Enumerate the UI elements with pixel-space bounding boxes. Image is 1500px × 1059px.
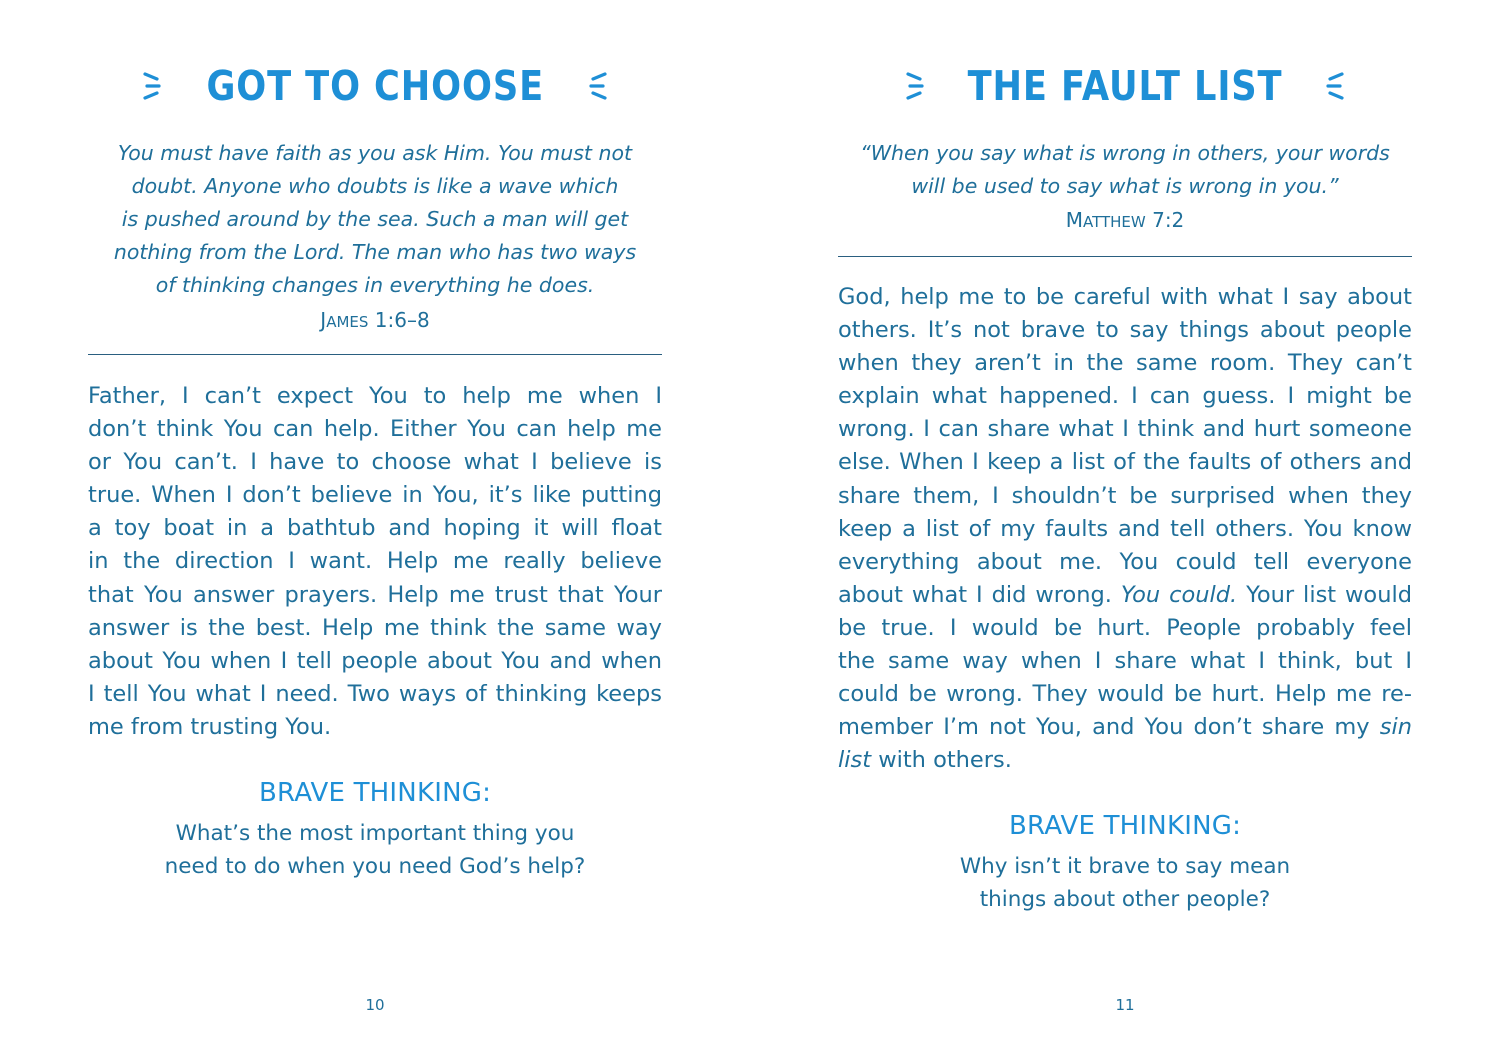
emphasized-text: You could.: [1120, 581, 1238, 608]
right-title-row: [838, 62, 1412, 110]
verse-line: “When you say what is wrong in others, your words: [860, 141, 1390, 165]
prayer-line: wrong. I can share what I think and hurt someone: [838, 416, 1412, 443]
prayer-line: or You can’t. I have to choose what I believe is: [88, 449, 662, 476]
prayer-line: Father, I can’t expect You to help me when I: [88, 383, 662, 409]
prayer-line: that You answer prayers. Help me trust that Your: [88, 581, 662, 608]
prayer-line: keep a list of my faults and tell others. You know: [838, 515, 1412, 542]
prayer-line: be true. I would be hurt. People probably feel: [838, 614, 1412, 641]
divider-rule: [88, 354, 662, 355]
prayer-line: the same way when I share what I think, but I: [838, 648, 1412, 675]
brave-thinking-heading: BRAVE THINKING:: [1008, 811, 1242, 841]
reference-chapter-verse: 7:2: [1145, 208, 1185, 232]
emphasized-text: list: [838, 747, 872, 774]
prayer-line: I tell You what I need. Two ways of thinking keeps: [88, 680, 662, 707]
prayer-line: everything about me. You could tell everyone: [838, 548, 1412, 575]
prayer-line: others. It’s not brave to say things about people: [838, 317, 1412, 344]
page-number: 11: [1115, 996, 1135, 1014]
prayer-line: God, help me to be careful with what I say about: [838, 284, 1412, 310]
reference-initial: M: [1065, 208, 1083, 232]
burst-right-icon: [587, 66, 609, 106]
burst-left-icon: [904, 66, 926, 106]
page-title: THE FAULT LIST: [967, 62, 1283, 110]
brave-thinking-question-line: things about other people?: [979, 887, 1271, 912]
verse-line: is pushed around by the sea. Such a man will get: [121, 207, 629, 231]
right-page: [838, 0, 1412, 1059]
verse-line: doubt. Anyone who doubts is like a wave which: [131, 174, 619, 198]
prayer-line: don’t think You can help. Either You can help me: [88, 416, 662, 443]
verse-line: nothing from the Lord. The man who has two ways: [113, 240, 637, 264]
prayer-text: [88, 380, 662, 744]
left-page: [88, 0, 662, 1059]
brave-thinking-question-line: What’s the most important thing you: [175, 821, 575, 846]
prayer-line: share them, I shouldn’t be surprised when they: [838, 482, 1412, 509]
prayer-line: explain what happened. I can guess. I might be: [838, 383, 1412, 410]
reference-book: AMES: [326, 313, 369, 331]
page-title: GOT TO CHOOSE: [206, 62, 544, 110]
prayer-line: about what I did wrong. You could. Your list would: [838, 581, 1412, 608]
prayer-line: me from trusting You.: [88, 713, 332, 740]
prayer-line: when they aren’t in the same room. They can’t: [838, 350, 1412, 377]
left-title-row: [88, 62, 662, 110]
reference-book: ATTHEW: [1082, 213, 1146, 231]
brave-thinking-question-line: need to do when you need God’s help?: [164, 854, 586, 879]
brave-thinking-heading: BRAVE THINKING:: [258, 778, 492, 808]
scripture-reference: [88, 308, 662, 332]
prayer-line: list with others.: [838, 747, 1012, 774]
prayer-line: answer is the best. Help me think the same way: [88, 614, 662, 641]
prayer-line: else. When I keep a list of the faults of others and: [838, 449, 1412, 476]
reference-initial: J: [320, 308, 327, 332]
prayer-line: a toy boat in a bathtub and hoping it will float: [88, 515, 662, 542]
prayer-line: about You when I tell people about You and when: [88, 647, 662, 674]
prayer-line: could be wrong. They would be hurt. Help me re-: [838, 681, 1412, 708]
emphasized-text: sin: [1379, 714, 1412, 741]
burst-left-icon: [141, 66, 163, 106]
scripture-reference: [838, 208, 1412, 232]
reference-chapter-verse: 1:6–8: [368, 308, 430, 332]
verse-line: of thinking changes in everything he does.: [155, 273, 595, 297]
burst-right-icon: [1324, 66, 1346, 106]
verse-line: You must have faith as you ask Him. You must not: [117, 141, 633, 165]
prayer-text: [838, 281, 1412, 777]
prayer-line: in the direction I want. Help me really believe: [88, 548, 662, 575]
brave-thinking-question-line: Why isn’t it brave to say mean: [959, 854, 1291, 879]
prayer-line: member I’m not You, and You don’t share my sin: [838, 714, 1412, 741]
verse-line: will be used to say what is wrong in you.”: [911, 174, 1339, 198]
prayer-line: true. When I don’t believe in You, it’s like putting: [88, 482, 662, 509]
divider-rule: [838, 256, 1412, 257]
page-number: 10: [365, 996, 385, 1014]
